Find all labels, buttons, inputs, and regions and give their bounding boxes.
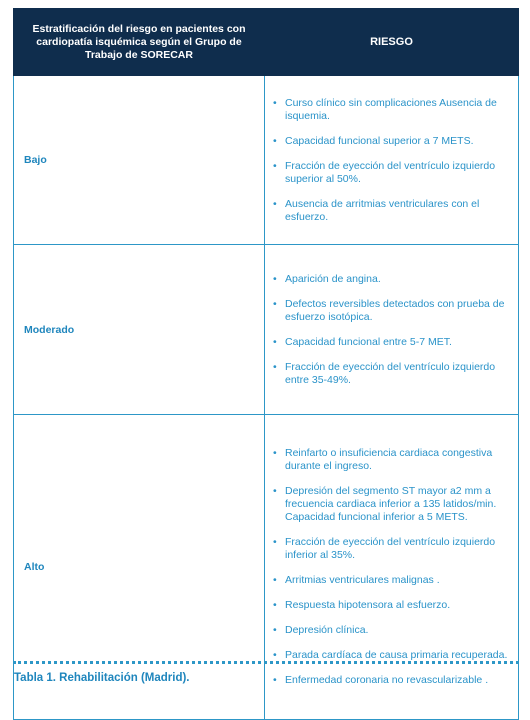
criteria-text: Fracción de eyección del ventrículo izquierdo superior al 50%.	[285, 159, 496, 185]
criteria-item	[271, 624, 510, 637]
bullet-icon: •	[273, 335, 277, 348]
table-header-row	[14, 9, 519, 76]
criteria-item	[271, 97, 510, 123]
risk-criteria-alto	[265, 415, 519, 720]
header-stratification: Estratificación del riesgo en pacientes con cardiopatía isquémica según el Grupo de Trabajo de SORECAR	[14, 9, 265, 76]
bullet-icon: •	[273, 360, 277, 373]
bullet-icon: •	[273, 134, 277, 147]
risk-level-moderado: Moderado	[14, 245, 265, 415]
criteria-item	[271, 298, 510, 324]
criteria-text: Reinfarto o insuficiencia cardiaca congestiva durante el ingreso.	[285, 447, 493, 472]
table-row-bajo	[14, 76, 519, 245]
criteria-item	[271, 536, 510, 562]
criteria-text: Enfermedad coronaria no revascularizable .	[285, 674, 489, 686]
criteria-item	[271, 674, 510, 687]
criteria-text: Parada cardíaca de causa primaria recuperada.	[285, 649, 508, 661]
risk-criteria-bajo	[265, 76, 519, 245]
criteria-item	[271, 447, 510, 473]
criteria-item	[271, 336, 510, 349]
criteria-item	[271, 599, 510, 612]
risk-level-bajo: Bajo	[14, 76, 265, 245]
criteria-list	[271, 273, 510, 387]
criteria-text: Fracción de eyección del ventrículo izquierdo inferior al 35%.	[285, 536, 496, 561]
bullet-icon: •	[273, 197, 277, 210]
criteria-item	[271, 160, 510, 186]
criteria-item	[271, 135, 510, 148]
bullet-icon: •	[273, 485, 277, 497]
criteria-text: Arritmias ventriculares malignas .	[285, 574, 440, 586]
risk-level-alto: Alto	[14, 415, 265, 720]
criteria-item	[271, 485, 510, 524]
criteria-text: Ausencia de arritmias ventriculares con el esfuerzo.	[285, 197, 480, 223]
criteria-text: Depresión del segmento ST mayor a2 mm a frecuencia cardiaca inferior a 135 latidos/min. Capacidad funcional inferior a 5 METS.	[285, 485, 497, 523]
bullet-icon: •	[273, 272, 277, 285]
header-risk: RIESGO	[265, 9, 519, 76]
bullet-icon: •	[273, 297, 277, 310]
criteria-list	[271, 447, 510, 687]
criteria-text: Fracción de eyección del ventrículo izquierdo entre 35-49%.	[285, 360, 496, 386]
bullet-icon: •	[273, 96, 277, 109]
bullet-icon: •	[273, 447, 277, 459]
bullet-icon: •	[273, 599, 277, 611]
table-caption: Tabla 1. Rehabilitación (Madrid).	[14, 672, 190, 684]
bullet-icon: •	[273, 536, 277, 548]
risk-table-container	[13, 8, 519, 720]
criteria-list	[271, 97, 510, 224]
bullet-icon: •	[273, 674, 277, 686]
criteria-text: Defectos reversibles detectados con prueba de esfuerzo isotópica.	[285, 297, 505, 323]
criteria-item	[271, 273, 510, 286]
dotted-divider	[13, 661, 519, 664]
criteria-text: Respuesta hipotensora al esfuerzo.	[285, 599, 451, 611]
criteria-text: Capacidad funcional superior a 7 METS.	[285, 134, 474, 147]
bullet-icon: •	[273, 649, 277, 661]
table-row-moderado	[14, 245, 519, 415]
criteria-item	[271, 574, 510, 587]
bullet-icon: •	[273, 159, 277, 172]
criteria-text: Depresión clínica.	[285, 624, 369, 636]
bullet-icon: •	[273, 574, 277, 586]
criteria-item	[271, 361, 510, 387]
criteria-text: Curso clínico sin complicaciones Ausencia de isquemia.	[285, 96, 497, 122]
bullet-icon: •	[273, 624, 277, 636]
risk-stratification-table	[13, 8, 519, 720]
risk-criteria-moderado	[265, 245, 519, 415]
criteria-item	[271, 198, 510, 224]
criteria-text: Aparición de angina.	[285, 272, 381, 285]
criteria-text: Capacidad funcional entre 5-7 MET.	[285, 335, 452, 348]
